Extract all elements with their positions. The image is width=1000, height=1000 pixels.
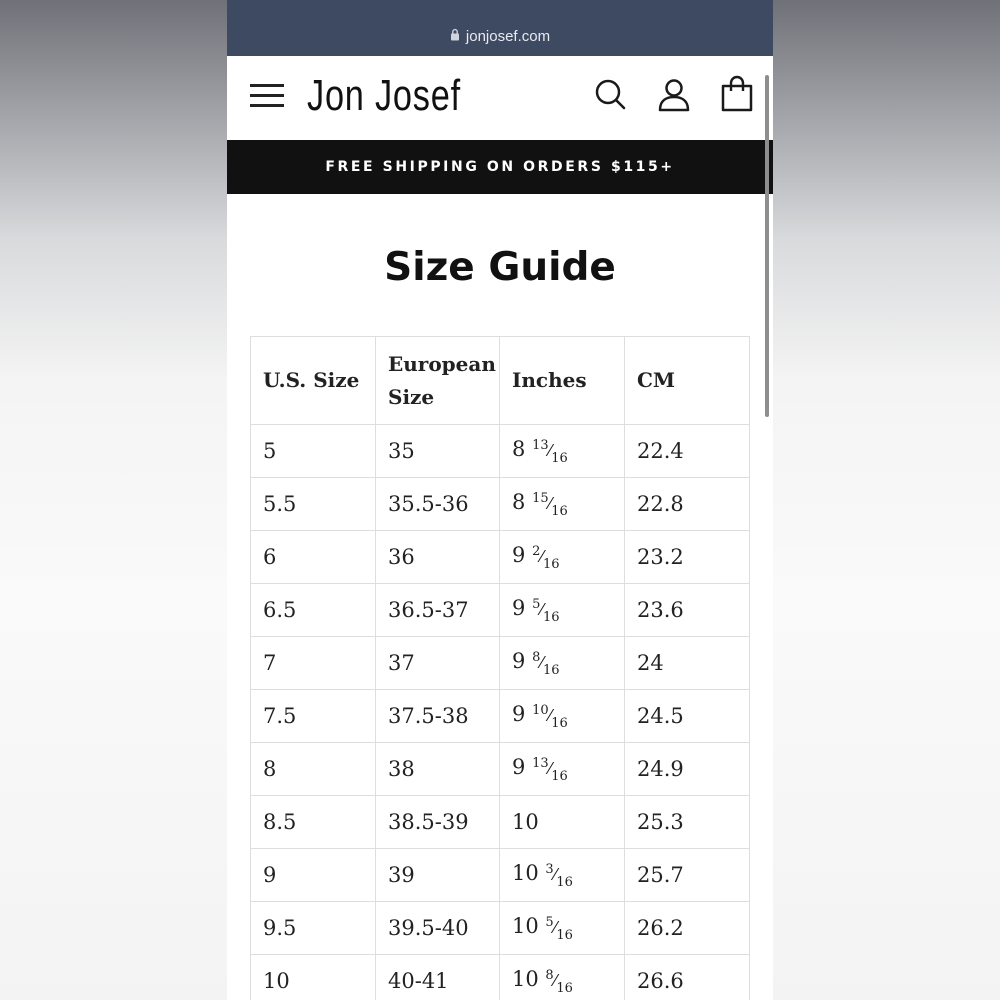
table-row	[251, 425, 750, 478]
fraction-slash: ⁄	[553, 970, 557, 990]
fraction-slash: ⁄	[548, 705, 552, 725]
inches-numerator: 8	[532, 649, 541, 665]
inches-whole: 9	[512, 542, 526, 567]
cell-inches	[500, 743, 625, 796]
inches-numerator: 10	[532, 702, 549, 718]
fraction-slash: ⁄	[540, 599, 544, 619]
cell-cm: 26.2	[625, 902, 750, 955]
fraction-slash: ⁄	[553, 864, 557, 884]
cell-european-size: 38.5-39	[376, 796, 500, 849]
cell-cm: 24	[625, 637, 750, 690]
cell-us-size: 6.5	[251, 584, 376, 637]
cell-inches	[500, 425, 625, 478]
cell-inches	[500, 849, 625, 902]
cell-european-size: 36.5-37	[376, 584, 500, 637]
table-row	[251, 902, 750, 955]
cell-cm: 24.5	[625, 690, 750, 743]
inches-denominator: 16	[551, 768, 568, 784]
inches-numerator: 2	[532, 543, 541, 559]
page-title: Size Guide	[384, 245, 616, 290]
inches-whole: 10	[512, 860, 539, 885]
cell-us-size: 10	[251, 955, 376, 1000]
inches-numerator: 13	[532, 755, 549, 771]
table-row	[251, 637, 750, 690]
hamburger-menu-icon[interactable]	[250, 80, 284, 110]
cell-cm: 23.6	[625, 584, 750, 637]
cell-european-size: 36	[376, 531, 500, 584]
inches-denominator: 16	[551, 715, 568, 731]
table-header-row	[251, 337, 750, 425]
inches-numerator: 3	[545, 861, 554, 877]
cell-european-size: 38	[376, 743, 500, 796]
cell-us-size: 5.5	[251, 478, 376, 531]
inches-denominator: 16	[551, 450, 568, 466]
table-row	[251, 743, 750, 796]
free-shipping-banner	[227, 140, 773, 194]
cell-european-size: 35.5-36	[376, 478, 500, 531]
inches-denominator: 16	[556, 980, 573, 996]
inches-numerator: 13	[532, 437, 549, 453]
cell-us-size: 6	[251, 531, 376, 584]
cell-us-size: 7	[251, 637, 376, 690]
inches-denominator: 16	[551, 503, 568, 519]
cell-inches	[500, 637, 625, 690]
table-row	[251, 584, 750, 637]
cell-us-size: 8.5	[251, 796, 376, 849]
site-header	[227, 56, 773, 140]
inches-whole: 8	[512, 436, 526, 461]
search-icon[interactable]	[590, 74, 630, 114]
cell-cm: 25.7	[625, 849, 750, 902]
header-european-size: European Size	[376, 337, 500, 425]
inches-whole: 10	[512, 810, 539, 834]
cell-cm: 22.4	[625, 425, 750, 478]
fraction-slash: ⁄	[548, 440, 552, 460]
size-guide-table	[250, 336, 750, 1000]
header-us-size: U.S. Size	[251, 337, 376, 425]
cell-cm: 26.6	[625, 955, 750, 1000]
fraction-slash: ⁄	[540, 546, 544, 566]
inches-whole: 9	[512, 595, 526, 620]
table-row	[251, 955, 750, 1000]
inches-whole: 10	[512, 966, 539, 991]
cell-us-size: 5	[251, 425, 376, 478]
user-icon[interactable]	[654, 74, 694, 114]
fraction-slash: ⁄	[540, 652, 544, 672]
cell-inches	[500, 584, 625, 637]
cell-cm: 22.8	[625, 478, 750, 531]
cell-inches	[500, 955, 625, 1000]
cell-european-size: 40-41	[376, 955, 500, 1000]
table-row	[251, 849, 750, 902]
fraction-slash: ⁄	[548, 758, 552, 778]
inches-numerator: 8	[545, 967, 554, 983]
cell-inches	[500, 796, 625, 849]
inches-denominator: 16	[556, 874, 573, 890]
inches-denominator: 16	[543, 556, 560, 572]
fraction-slash: ⁄	[553, 917, 557, 937]
inches-denominator: 16	[556, 927, 573, 943]
cell-european-size: 37	[376, 637, 500, 690]
inches-whole: 8	[512, 489, 526, 514]
inches-denominator: 16	[543, 609, 560, 625]
cell-european-size: 37.5-38	[376, 690, 500, 743]
lock-icon	[450, 28, 460, 45]
inches-whole: 10	[512, 913, 539, 938]
cell-european-size: 35	[376, 425, 500, 478]
cell-inches	[500, 478, 625, 531]
table-row	[251, 531, 750, 584]
cell-us-size: 9.5	[251, 902, 376, 955]
inches-denominator: 16	[543, 662, 560, 678]
cell-cm: 24.9	[625, 743, 750, 796]
cell-european-size: 39	[376, 849, 500, 902]
inches-whole: 9	[512, 754, 526, 779]
cell-us-size: 9	[251, 849, 376, 902]
cell-inches	[500, 902, 625, 955]
header-cm: CM	[625, 337, 750, 425]
cell-us-size: 7.5	[251, 690, 376, 743]
table-row	[251, 690, 750, 743]
header-inches: Inches	[500, 337, 625, 425]
inches-numerator: 5	[545, 914, 554, 930]
banner-text: FREE SHIPPING ON ORDERS $115+	[325, 159, 675, 175]
browser-url-bar[interactable]	[227, 0, 773, 56]
cell-cm: 25.3	[625, 796, 750, 849]
site-logo[interactable]: Jon Josef	[307, 71, 461, 120]
inches-numerator: 5	[532, 596, 541, 612]
table-body	[251, 425, 750, 1000]
phone-screen	[227, 0, 773, 1000]
cell-us-size: 8	[251, 743, 376, 796]
cell-inches	[500, 531, 625, 584]
scrollbar[interactable]	[765, 75, 769, 417]
table-row	[251, 478, 750, 531]
inches-whole: 9	[512, 701, 526, 726]
cell-inches	[500, 690, 625, 743]
table-row	[251, 796, 750, 849]
cell-cm: 23.2	[625, 531, 750, 584]
url-text: jonjosef.com	[465, 28, 551, 45]
fraction-slash: ⁄	[548, 493, 552, 513]
cell-european-size: 39.5-40	[376, 902, 500, 955]
shopping-bag-icon[interactable]	[717, 74, 757, 114]
inches-whole: 9	[512, 648, 526, 673]
inches-numerator: 15	[532, 490, 549, 506]
